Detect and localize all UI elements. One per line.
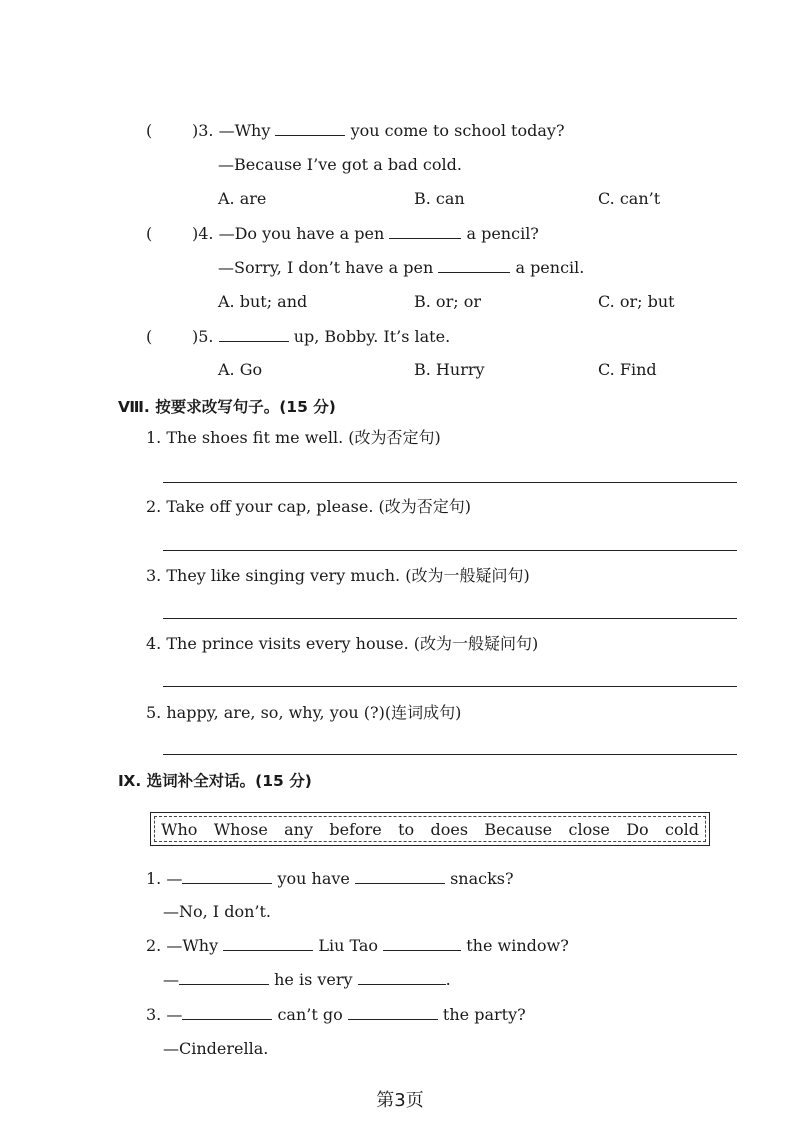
section-9-title: Ⅸ. 选词补全对话。(15 分) (118, 772, 312, 790)
dialogue-text: — (163, 970, 179, 989)
answer-line[interactable] (163, 754, 737, 755)
word-bank-item: Because (484, 819, 553, 839)
rewrite-item-1: 1. The shoes fit me well. (改为否定句) (146, 428, 441, 447)
dialogue-text: the window? (466, 936, 569, 955)
rewrite-item-3: 3. They like singing very much. (改为一般疑问句) (146, 566, 530, 585)
question-5 (146, 327, 450, 347)
dialogue-3-line-a (146, 1005, 526, 1025)
dialogue-3-line-b: —Cinderella. (163, 1039, 269, 1058)
dialogue-text: 1. — (146, 869, 183, 888)
q3-stem: )3. —Why (192, 121, 271, 140)
answer-line[interactable] (163, 618, 737, 619)
page-number: 第3页 (376, 1090, 424, 1111)
answer-line[interactable] (163, 482, 737, 483)
rewrite-item-5: 5. happy, are, so, why, you (?)(连词成句) (146, 703, 462, 722)
word-bank-item: Who (161, 819, 198, 839)
option-a: A. are (218, 189, 267, 208)
dialogue-text: . (445, 970, 451, 989)
blank[interactable] (355, 869, 445, 884)
word-bank-item: Do (626, 819, 649, 839)
answer-line[interactable] (163, 686, 737, 687)
blank[interactable] (438, 258, 510, 273)
dialogue-1-line-b: —No, I don’t. (163, 902, 271, 921)
blank[interactable] (358, 970, 446, 985)
blank[interactable] (219, 327, 289, 342)
option-b: B. or; or (414, 292, 481, 311)
q5-stem: )5. (192, 327, 214, 346)
option-c: C. or; but (598, 292, 675, 311)
rewrite-item-4: 4. The prince visits every house. (改为一般疑问句) (146, 634, 539, 653)
word-bank-item: does (430, 819, 469, 839)
q4-stem: )4. —Do you have a pen (192, 224, 385, 243)
word-bank-item: cold (665, 819, 699, 839)
q4-stem-end: a pencil? (466, 224, 539, 243)
answer-paren[interactable]: ( (146, 327, 153, 346)
option-c: C. Find (598, 360, 657, 379)
blank[interactable] (223, 936, 313, 951)
question-4 (146, 224, 539, 244)
dialogue-text: can’t go (277, 1005, 343, 1024)
option-b: B. Hurry (414, 360, 485, 379)
blank[interactable] (275, 121, 345, 136)
dialogue-text: the party? (442, 1005, 526, 1024)
dialogue-text: you have (277, 869, 350, 888)
word-bank-item: close (568, 819, 610, 839)
q3-stem-end: you come to school today? (350, 121, 565, 140)
dialogue-1-line-a (146, 869, 514, 889)
word-bank-item: before (329, 819, 382, 839)
word-bank (150, 812, 710, 846)
word-bank-item: Whose (213, 819, 268, 839)
option-b: B. can (414, 189, 465, 208)
blank[interactable] (179, 970, 269, 985)
dialogue-text: Liu Tao (318, 936, 379, 955)
dialogue-text: 2. —Why (146, 936, 219, 955)
q5-stem-end: up, Bobby. It’s late. (293, 327, 451, 346)
q3-reply: —Because I’ve got a bad cold. (218, 155, 462, 174)
blank[interactable] (383, 936, 461, 951)
dialogue-text: snacks? (450, 869, 514, 888)
blank[interactable] (389, 224, 461, 239)
section-8-title: Ⅷ. 按要求改写句子。(15 分) (118, 398, 336, 416)
dialogue-text: he is very (274, 970, 353, 989)
dialogue-2-line-b (163, 970, 451, 990)
dialogue-2-line-a (146, 936, 569, 956)
answer-line[interactable] (163, 550, 737, 551)
dialogue-text: 3. — (146, 1005, 183, 1024)
rewrite-item-2: 2. Take off your cap, please. (改为否定句) (146, 497, 471, 516)
blank[interactable] (182, 869, 272, 884)
word-bank-item: any (284, 819, 314, 839)
q4-reply-start: —Sorry, I don’t have a pen (218, 258, 434, 277)
word-bank-item: to (398, 819, 415, 839)
q4-reply (218, 258, 584, 278)
answer-paren[interactable]: ( (146, 121, 153, 140)
q4-reply-end: a pencil. (515, 258, 585, 277)
answer-paren[interactable]: ( (146, 224, 153, 243)
blank[interactable] (348, 1005, 438, 1020)
blank[interactable] (182, 1005, 272, 1020)
option-a: A. but; and (218, 292, 308, 311)
question-3 (146, 121, 565, 141)
option-a: A. Go (218, 360, 263, 379)
option-c: C. can’t (598, 189, 661, 208)
